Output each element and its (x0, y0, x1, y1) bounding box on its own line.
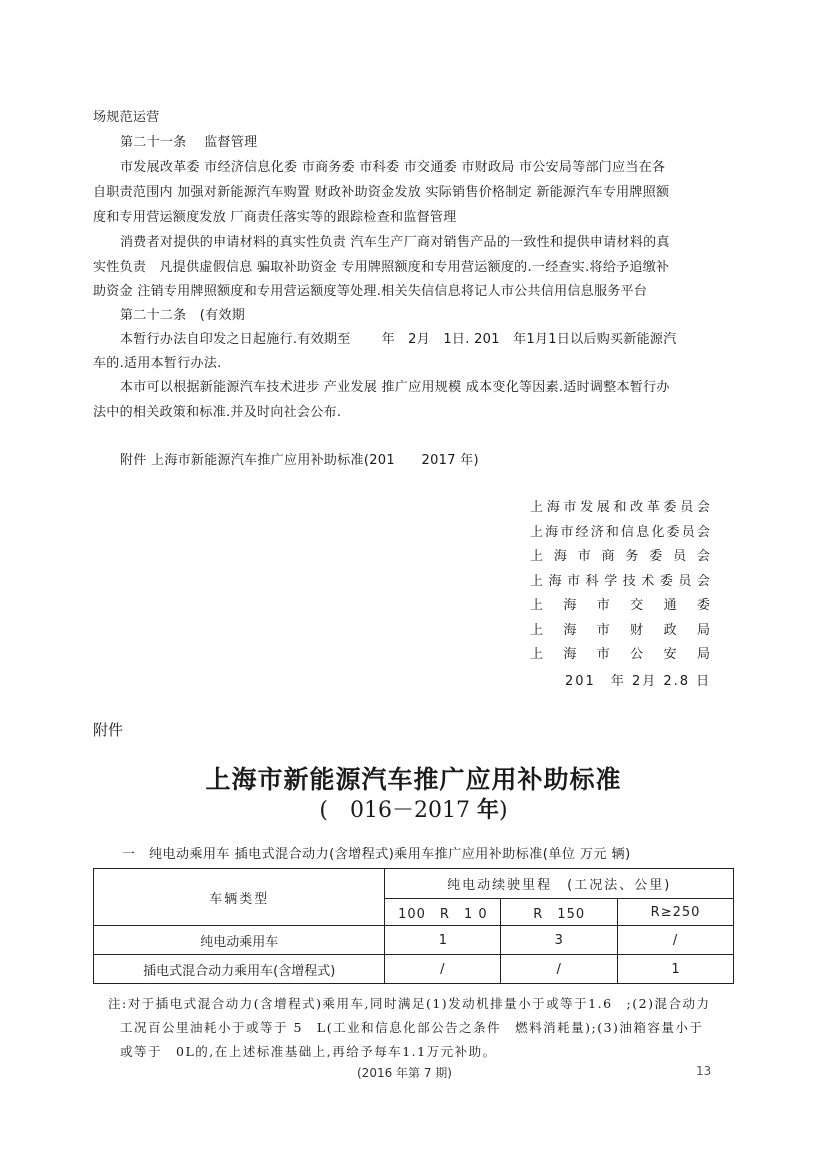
issuer-name-char: 市 (563, 500, 577, 515)
article-21-paragraph-2-line-1: 消费者对提供的申请材料的真实性负责 汽车生产厂商对销售产品的一致性和提供申请材料的真 (120, 235, 670, 250)
table-row (94, 955, 734, 984)
header-range-col-2: R 150 (501, 899, 618, 926)
issuer-name-char: 海 (563, 598, 577, 613)
issuer-name-char: 市 (596, 622, 610, 638)
attachment-title: 上海市新能源汽车推广应用补助标准 (205, 765, 622, 794)
issuer-name-char: 员 (681, 524, 695, 540)
header-range-col-1: 100 R 1 0 (385, 899, 501, 926)
issuer-name-char: 委 (659, 573, 673, 589)
issuer-name-char: 和 (613, 500, 627, 515)
issuer-name-char: 市 (596, 598, 610, 613)
issuer-name-char: 委 (696, 598, 710, 613)
issuer-name-char: 会 (696, 524, 710, 540)
attachment-label: 附件 (93, 721, 124, 739)
issuer-name-char: 海 (548, 573, 562, 589)
issuer-name-char: 委 (649, 549, 663, 564)
issuer-name-char: 展 (596, 500, 610, 515)
issuer-name-char: 海 (563, 647, 577, 662)
article-21-paragraph-2-line-3: 助资金 注销专用牌照额度和专用营运额度等处理.相关失信信息将记人市公共信用信息服务平台 (93, 284, 648, 299)
footer-issue-number: (2016 年第 7 期) (357, 1066, 452, 1080)
attachment-reference: 附件 上海市新能源汽车推广应用补助标准(201 2017 年) (120, 453, 479, 468)
subtitle-years: ( 016－2017 (319, 798, 477, 823)
article-21-paragraph-1-line-2: 自职责范围内 加强对新能源汽车购置 财政补助资金发放 实际销售价格制定 新能源汽车专用牌照额 (93, 185, 670, 200)
issuer-name-char: 安 (663, 647, 677, 662)
article-21-paragraph-2-line-2: 实性负责 凡提供虚假信息 骗取补助资金 专用牌照额度和专用营运额度的.一经查实.将给予追缴补 (93, 260, 670, 275)
issuer-name-char: 市 (596, 647, 610, 662)
row-value: 3 (501, 926, 618, 955)
issuer-name-char: 上 (530, 500, 544, 515)
issuer-name (530, 623, 710, 648)
issuer-name (530, 598, 710, 623)
issuer-name-char: 财 (630, 622, 644, 638)
issuer-name-char: 济 (590, 524, 604, 540)
issuer-name-char: 信 (621, 524, 635, 540)
issuer-name-char: 学 (604, 573, 618, 589)
table-row (94, 926, 734, 955)
issuer-name-char: 交 (630, 598, 644, 613)
row-vehicle-type: 插电式混合动力乘用车(含增程式) (94, 955, 385, 984)
issue-date: 201 年 2月 2.8 日 (565, 674, 712, 689)
issuer-name-char: 委 (666, 524, 680, 540)
issuer-name-char: 革 (646, 500, 660, 515)
issuer-name-char: 海 (546, 500, 560, 515)
issuer-name-char: 市 (567, 573, 581, 589)
article-22-paragraph-1-line-2: 车的.适用本暂行办法. (93, 356, 222, 371)
issuer-name-char: 息 (636, 524, 650, 540)
attachment-subtitle (0, 793, 827, 824)
issuer-name-char: 海 (545, 524, 559, 540)
row-value: / (618, 926, 734, 955)
article-22-heading: 第二十二条 (有效期 (120, 308, 246, 323)
issuer-name-char: 政 (663, 622, 677, 638)
table-note-line-2: 工况百公里油耗小于或等于 5 L(工业和信息化部公告之条件 燃料消耗量);(3)油箱容量小于 (120, 1020, 704, 1035)
issuer-name-char: 市 (577, 549, 591, 564)
row-value: 1 (385, 926, 501, 955)
header-range-group: 纯电动续驶里程 (工况法、公里) (385, 869, 734, 899)
issuer-name-char: 上 (530, 647, 544, 662)
row-vehicle-type: 纯电动乘用车 (94, 926, 385, 955)
footer-page-number: 13 (696, 1064, 712, 1078)
subtitle-close: ) (498, 798, 508, 823)
continuation-line: 场规范运营 (93, 110, 160, 125)
issuer-name (530, 574, 710, 599)
issuer-name-char: 上 (530, 598, 544, 613)
subsidy-standard-table (93, 868, 734, 984)
table-note-line-3: 或等于 0L的,在上述标准基础上,再给予每车1.1万元补助。 (120, 1044, 497, 1059)
issuer-name-char: 科 (585, 573, 599, 589)
article-21-paragraph-1-line-3: 度和专用营运额度发放 厂商责任落实等的跟踪检查和监督管理 (93, 210, 457, 225)
row-value: / (385, 955, 501, 984)
header-vehicle-type: 车辆类型 (94, 869, 385, 926)
table-header-row (94, 869, 734, 899)
issuer-name-char: 局 (696, 622, 710, 638)
issuer-signatures (530, 500, 710, 672)
issuer-name-char: 通 (663, 598, 677, 613)
issuer-name-char: 会 (696, 573, 710, 589)
issuer-name-char: 市 (560, 524, 574, 540)
article-22-paragraph-1-line-1: 本暂行办法自印发之日起施行.有效期至 年 2月 1日. 201 年1月1日以后购买新能源汽 (120, 332, 677, 347)
issuer-name-char: 海 (553, 549, 567, 564)
issuer-name (530, 525, 710, 550)
article-21-heading: 第二十一条 监督管理 (120, 135, 258, 150)
issuer-name (530, 500, 710, 525)
issuer-name-char: 术 (641, 573, 655, 589)
article-21-paragraph-1-line-1: 市发展改革委 市经济信息化委 市商务委 市科委 市交通委 市财政局 市公安局等部门应当在各 (120, 160, 666, 175)
issuer-name-char: 商 (601, 549, 615, 564)
issuer-name-char: 上 (530, 573, 544, 589)
issuer-name-char: 公 (630, 647, 644, 662)
issuer-name-char: 委 (663, 500, 677, 515)
row-value: / (501, 955, 618, 984)
issuer-name-char: 改 (630, 500, 644, 515)
issuer-name-char: 发 (580, 500, 594, 515)
row-value: 1 (618, 955, 734, 984)
issuer-name-char: 员 (673, 549, 687, 564)
header-range-col-3: R≥250 (618, 899, 734, 926)
issuer-name-char: 海 (563, 622, 577, 638)
issuer-name-char: 员 (680, 500, 694, 515)
article-22-paragraph-2-line-1: 本市可以根据新能源汽车技术进步 产业发展 推广应用规模 成本变化等因素.适时调整本暂行办 (120, 380, 670, 395)
table-note-line-1: 注:对于插电式混合动力(含增程式)乘用车,同时满足(1)发动机排量小于或等于1.6 ;(2)混合动力 (108, 996, 711, 1011)
issuer-name-char: 化 (651, 524, 665, 540)
article-22-paragraph-2-line-2: 法中的相关政策和标准.并及时向社会公布. (93, 405, 342, 420)
issuer-name-char: 上 (530, 524, 544, 540)
issuer-name (530, 647, 710, 672)
issuer-name-char: 员 (678, 573, 692, 589)
issuer-name-char: 会 (696, 500, 710, 515)
issuer-name-char: 经 (575, 524, 589, 540)
section-caption: 一 纯电动乘用车 插电式混合动力(含增程式)乘用车推广应用补助标准(单位 万元 辆) (122, 847, 631, 862)
issuer-name-char: 会 (696, 549, 710, 564)
issuer-name-char: 和 (605, 524, 619, 540)
issuer-name-char: 上 (530, 549, 544, 564)
issuer-name-char: 技 (622, 573, 636, 589)
issuer-name (530, 549, 710, 574)
issuer-name-char: 务 (625, 549, 639, 564)
issuer-name-char: 局 (696, 647, 710, 662)
issuer-name-char: 上 (530, 622, 544, 638)
subtitle-year-char: 年 (476, 797, 499, 823)
